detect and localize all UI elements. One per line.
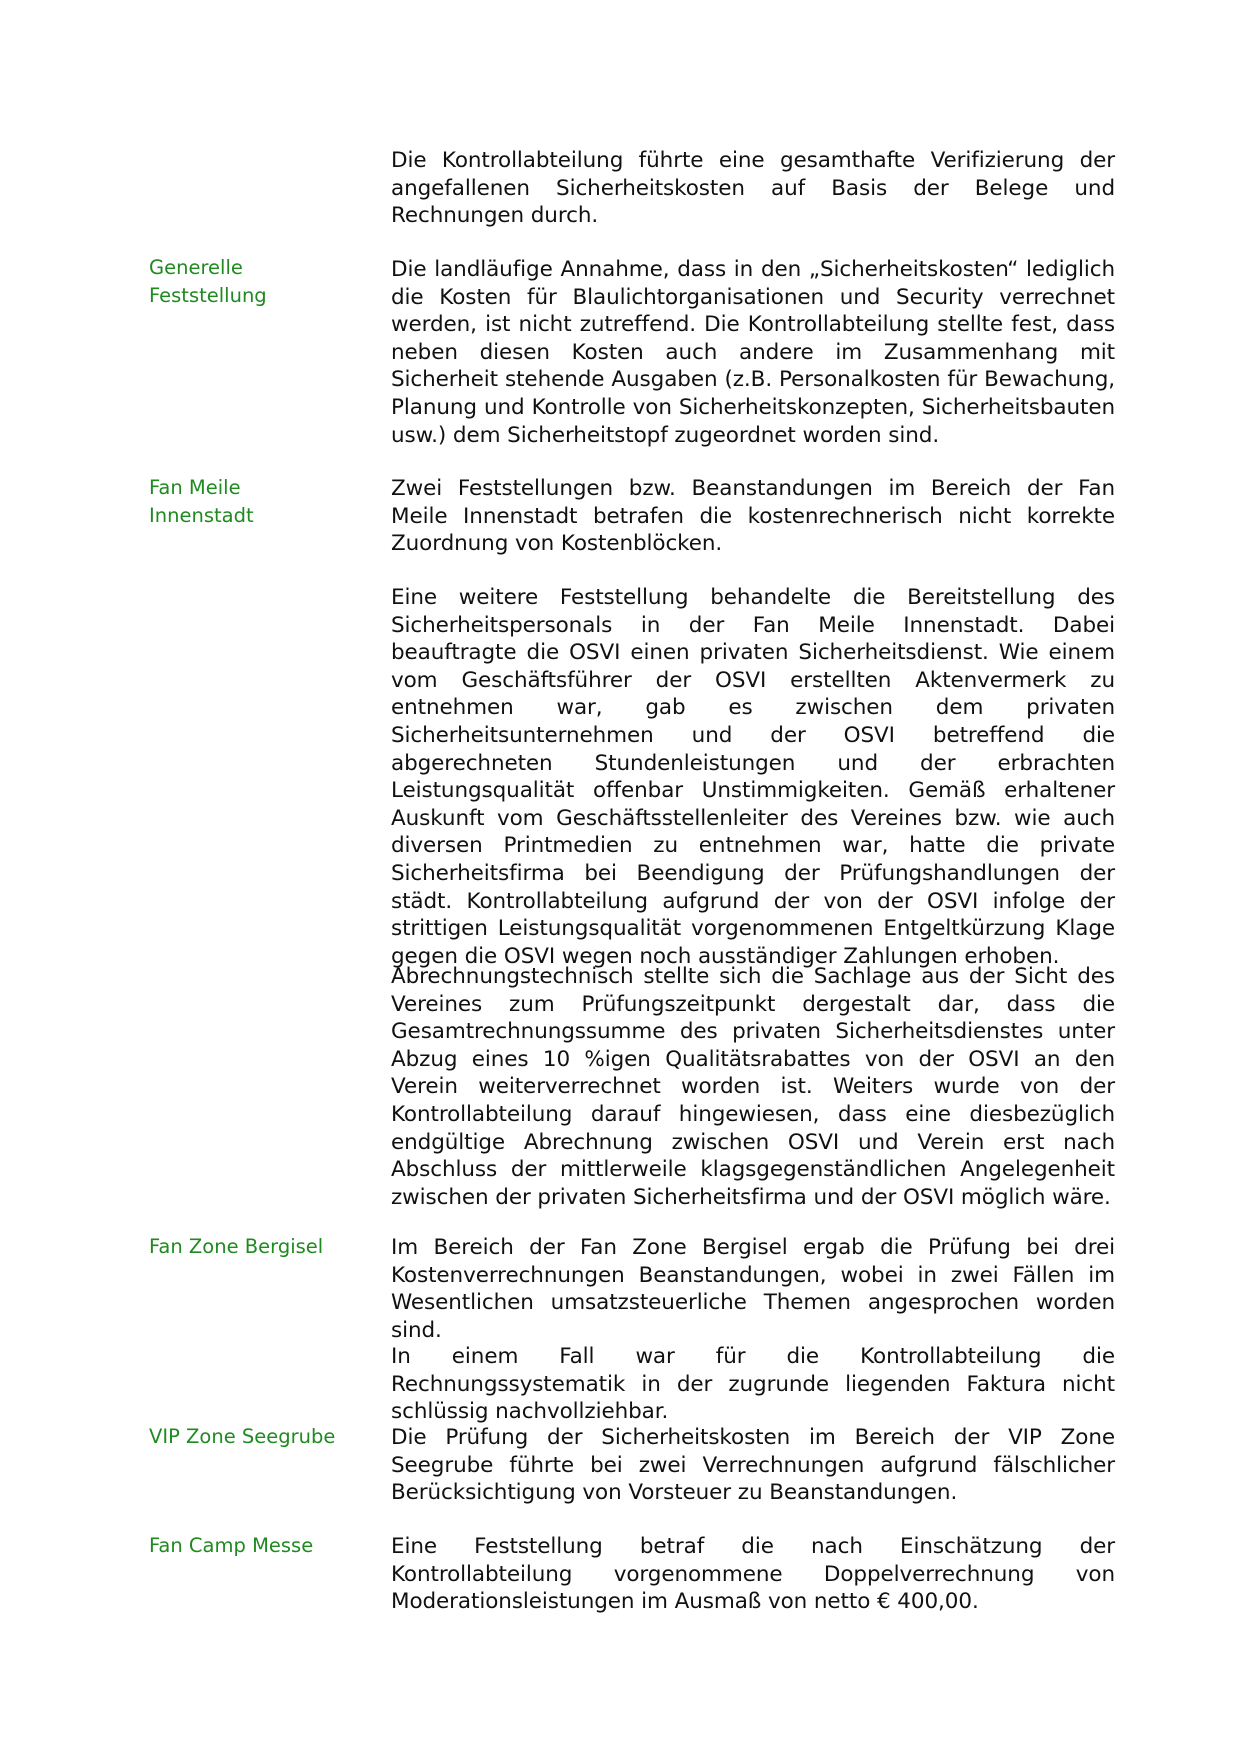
margin-label: Fan Zone Bergisel bbox=[149, 1235, 324, 1258]
paragraph: In einem Fall war für die Kontrollabteilung die Rechnungssystematik in der zugrunde liegenden Faktura nicht schlüssig nachvollziehbar. bbox=[391, 1344, 1115, 1425]
margin-label: VIP Zone Seegrube bbox=[149, 1425, 336, 1448]
paragraph: Die landläufige Annahme, dass in den „Sicherheitskosten“ lediglich die Kosten für Blaulichtorganisationen und Security verrechnet werden, ist nicht zutreffend. Die Kontrollabteilung stellte fest, dass neben diesen Kosten auch andere im Zusammenhang mit Sicherheit stehende Ausgaben (z.B. Personalkosten für Bewachung, Planung und Kontrolle von Sicherheitskonzepten, Sicherheitsbauten usw.) dem Sicherheitstopf zugeordnet worden sind. bbox=[391, 257, 1115, 448]
paragraph: Die Kontrollabteilung führte eine gesamthafte Verifizierung der angefallenen Sicherheitskosten auf Basis der Belege und Rechnungen durch. bbox=[391, 148, 1115, 229]
paragraph: Die Prüfung der Sicherheitskosten im Bereich der VIP Zone Seegrube führte bei zwei Verrechnungen aufgrund fälschlicher Berücksichtigung von Vorsteuer zu Beanstandungen. bbox=[391, 1425, 1115, 1506]
margin-label: Fan Camp Messe bbox=[149, 1534, 314, 1557]
paragraph: Im Bereich der Fan Zone Bergisel ergab die Prüfung bei drei Kostenverrechnungen Beanstandungen, wobei in zwei Fällen im Wesentlichen umsatzsteuerliche Themen angesprochen worden sind. bbox=[391, 1235, 1115, 1343]
paragraph: Zwei Feststellungen bzw. Beanstandungen im Bereich der Fan Meile Innenstadt betrafen die kostenrechnerisch nicht korrekte Zuordnung von Kostenblöcken. bbox=[391, 476, 1115, 557]
margin-label: Fan Meile Innenstadt bbox=[149, 476, 254, 527]
paragraph: Abrechnungstechnisch stellte sich die Sachlage aus der Sicht des Vereines zum Prüfungszeitpunkt dergestalt dar, dass die Gesamtrechnungssumme des privaten Sicherheitsdienstes unter Abzug eines 10 %igen Qualitätsrabattes von der OSVI an den Verein weiterverrechnet worden ist. Weiters wurde von der Kontrollabteilung darauf hingewiesen, dass eine diesbezüglich endgültige Abrechnung zwischen OSVI und Verein erst nach Abschluss der mittlerweile klagsgegenständlichen Angelegenheit zwischen der privaten Sicherheitsfirma und der OSVI möglich wäre. bbox=[391, 964, 1115, 1210]
paragraph: Eine weitere Feststellung behandelte die Bereitstellung des Sicherheitspersonals in der Fan Meile Innenstadt. Dabei beauftragte die OSVI einen privaten Sicherheitsdienst. Wie einem vom Geschäftsführer der OSVI erstellten Aktenvermerk zu entnehmen war, gab es zwischen dem privaten Sicherheitsunternehmen und der OSVI betreffend die abgerechneten Stundenleistungen und der erbrachten Leistungsqualität offenbar Unstimmigkeiten. Gemäß erhaltener Auskunft vom Geschäftsstellenleiter des Vereines bzw. wie auch diversen Printmedien zu entnehmen war, hatte die private Sicherheitsfirma bei Beendigung der Prüfungshandlungen der städt. Kontrollabteilung aufgrund der von der OSVI infolge der strittigen Leistungsqualität vorgenommenen Entgeltkürzung Klage gegen die OSVI wegen noch ausständiger Zahlungen erhoben. bbox=[391, 585, 1115, 969]
paragraph: Eine Feststellung betraf die nach Einschätzung der Kontrollabteilung vorgenommene Doppelverrechnung von Moderationsleistungen im Ausmaß von netto € 400,00. bbox=[391, 1534, 1115, 1615]
margin-label: Generelle Feststellung bbox=[149, 256, 267, 307]
